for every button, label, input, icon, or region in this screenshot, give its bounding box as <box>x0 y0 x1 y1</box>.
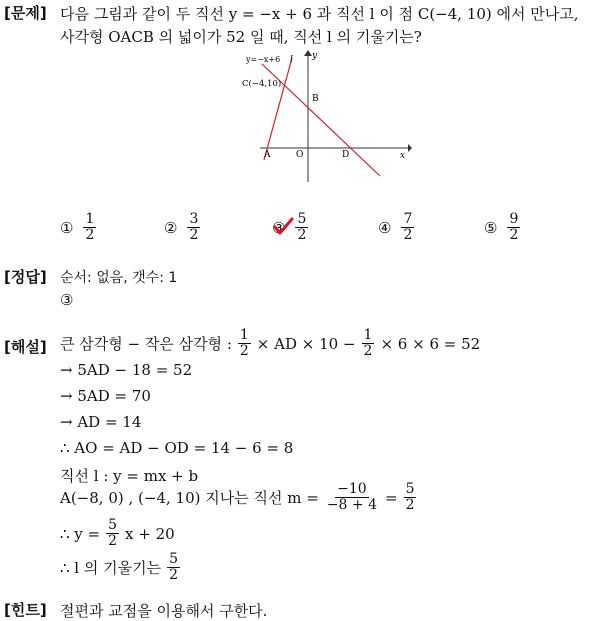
choice-2[interactable] <box>164 212 202 243</box>
solution-step-5: ∴ AO = AD − OD = 14 − 6 = 8 <box>60 439 294 457</box>
choice-3-fraction <box>295 212 308 243</box>
line-l <box>264 58 292 160</box>
solution-step-8-frac <box>106 518 119 549</box>
problem-line-1: 다음 그림과 같이 두 직선 y = −x + 6 과 직선 l 이 점 C(−4, 10) 에서 만나고, <box>60 5 579 23</box>
solution-step-1 <box>60 328 480 359</box>
d-label: D <box>342 150 350 160</box>
a-label: A <box>264 150 271 160</box>
choice-5-mark: ⑤ <box>484 218 498 237</box>
solution-step-1-end: × 6 × 6 = 52 <box>380 334 481 353</box>
solution-step-8-pre: ∴ y = <box>60 524 101 543</box>
frac-den: 2 <box>239 343 249 359</box>
solution-step-9-text: ∴ l 의 기울기는 <box>60 559 162 577</box>
choice-4[interactable] <box>378 212 416 243</box>
frac-num: −10 <box>337 481 367 497</box>
frac-den: 2 <box>108 533 118 549</box>
frac-den: 2 <box>169 567 179 583</box>
solution-step-3: → 5AD = 70 <box>60 387 151 405</box>
solution-step-8-post: x + 20 <box>125 524 175 543</box>
choice-4-mark: ④ <box>378 218 392 237</box>
frac-num: 5 <box>169 551 179 567</box>
frac-num: 1 <box>239 327 249 343</box>
frac-den: 2 <box>405 497 415 513</box>
b-label: B <box>312 94 319 104</box>
solution-label: [해설] <box>4 338 47 356</box>
solution-step-7-frac-1 <box>325 482 379 513</box>
choice-5-num: 9 <box>509 211 519 227</box>
choice-1-num: 1 <box>85 211 95 227</box>
hint-label: [힌트] <box>4 601 47 619</box>
choice-2-num: 3 <box>189 211 199 227</box>
answer-label: [정답] <box>4 268 47 286</box>
problem-label: [문제] <box>4 4 47 22</box>
choice-2-den: 2 <box>189 227 199 243</box>
solution-step-6: 직선 l : y = mx + b <box>60 467 199 485</box>
choice-1-mark: ① <box>60 218 74 237</box>
answer-meta: 순서: 없음, 갯수: 1 <box>60 270 178 286</box>
frac-num: 5 <box>405 481 415 497</box>
hint-text: 절편과 교점을 이용해서 구한다. <box>60 602 268 620</box>
c-label: C(−4,10) <box>242 79 282 89</box>
solution-step-1-frac-2 <box>362 328 375 359</box>
choice-3-num: 5 <box>297 211 307 227</box>
choice-4-den: 2 <box>403 227 413 243</box>
solution-step-7-eq: = <box>384 488 398 507</box>
solution-step-1-mid: × AD × 10 − <box>256 334 356 353</box>
y-axis-arrow-icon <box>304 50 312 56</box>
problem-line-2: 사각형 OACB 의 넓이가 52 일 때, 직선 l 의 기울기는? <box>60 28 422 46</box>
choice-1-den: 2 <box>85 227 95 243</box>
choice-4-fraction <box>401 212 414 243</box>
solution-step-4: → AD = 14 <box>60 413 142 431</box>
choice-3-den: 2 <box>297 227 307 243</box>
frac-den: −8 + 4 <box>326 497 377 513</box>
solution-step-9-frac <box>167 552 180 583</box>
solution-step-1-text: 큰 삼각형 − 작은 삼각형 : <box>60 335 232 353</box>
choice-2-mark: ② <box>164 218 178 237</box>
o-label: O <box>296 150 304 160</box>
choice-1[interactable] <box>60 212 98 243</box>
check-icon <box>272 217 294 237</box>
choice-5[interactable] <box>484 212 522 243</box>
x-axis-label: x <box>400 151 406 161</box>
choice-3[interactable] <box>272 212 310 243</box>
choice-5-den: 2 <box>509 227 519 243</box>
solution-step-9 <box>60 552 182 583</box>
frac-num: 5 <box>108 517 118 533</box>
choice-3-mark: ③ <box>272 218 286 237</box>
choice-5-fraction <box>507 212 520 243</box>
graph-figure <box>240 46 420 186</box>
choice-2-fraction <box>187 212 200 243</box>
choice-1-fraction <box>83 212 96 243</box>
answer-value: ③ <box>60 291 74 309</box>
choice-3-mark-wrap <box>272 219 285 237</box>
frac-den: 2 <box>363 343 373 359</box>
solution-step-7 <box>60 482 418 513</box>
solution-step-7-text: A(−8, 0) , (−4, 10) 지나는 직선 m = <box>60 489 319 507</box>
choice-4-num: 7 <box>403 211 413 227</box>
l-label: l <box>290 55 293 65</box>
eq-label: y=−x+6 <box>246 55 281 64</box>
solution-step-7-frac-2 <box>404 482 417 513</box>
solution-step-1-frac-1 <box>238 328 251 359</box>
x-axis-arrow-icon <box>408 144 412 152</box>
solution-step-8 <box>60 518 175 549</box>
y-axis-label: y <box>312 51 318 61</box>
solution-step-2: → 5AD − 18 = 52 <box>60 361 193 379</box>
frac-num: 1 <box>363 327 373 343</box>
